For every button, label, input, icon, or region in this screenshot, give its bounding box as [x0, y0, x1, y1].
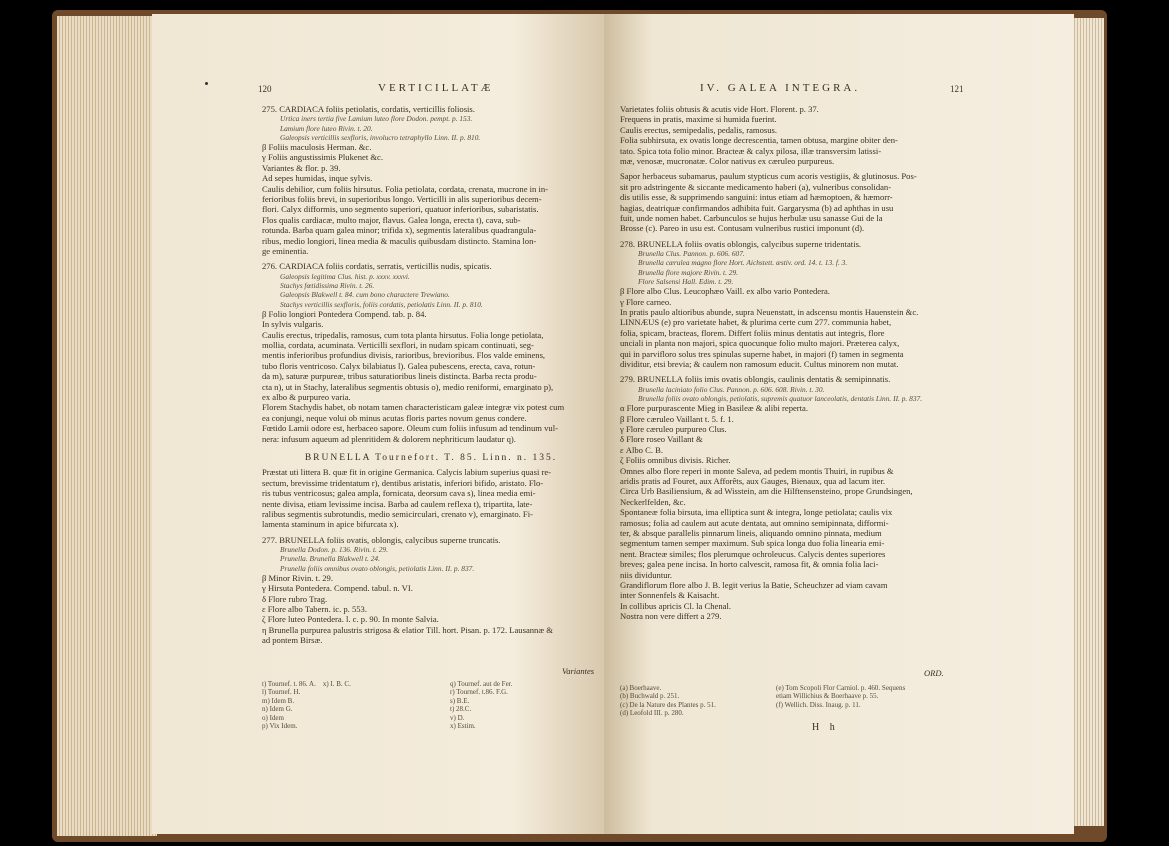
text-line: δ Flore rubro Trag.: [262, 593, 328, 604]
text-line: cta n), ut in Stachy, lateralibus segmentis obtusis o), medio reniformi, emarginato p),: [262, 381, 554, 392]
text-line: Caulis erectus, semipedalis, pedalis, ramosus.: [620, 124, 778, 135]
text-line: Grandiflorum flore albo J. B. legit verius la Batie, Scheuchzer ad viam cavam: [620, 580, 888, 591]
text-line: ris tubus ventricosus; galea ampla, fornicata, deorsum cava s), linea media emi-: [262, 488, 536, 499]
text-line: Prunella foliis omnibus ovato oblongis, petiolatis Linn. II. p. 837.: [280, 563, 475, 573]
text-line: folia, spicam, bracteas, florem. Differt foliis minus dentatis aut integris, flore: [620, 327, 885, 338]
right-page-number: 121: [950, 84, 964, 94]
text-line: hagias, deatriquæ confirmandos adhibita fuit. Gargarysma (b) ad aphthas in usu: [620, 202, 894, 213]
signature-mark: H h: [812, 722, 839, 733]
text-line: In pratis paulo altioribus abunde, supra Neuenstatt, in adscensu montis Hauenstein &c.: [620, 306, 919, 317]
text-line: Flos qualis cardiacæ, multo major, flavus. Galea longa, erecta t), cava, sub-: [262, 214, 521, 225]
text-line: β Flore albo Clus. Leucophæo Vaill. ex albo vario Pontedera.: [620, 286, 830, 297]
text-line: unciali in planta non majori, spica quocunque folio multo majori. Præterea calyx,: [620, 338, 900, 349]
text-line: Brunella Clus. Pannon. p. 606. 607.: [638, 249, 745, 259]
text-line: lamenta staminum in apice bifurcata x).: [262, 519, 399, 530]
text-line: β Folio longiori Pontedera Compend. tab. p. 84.: [262, 308, 427, 319]
text-line: 279. BRUNELLA foliis imis ovatis oblongis, caulinis dentatis & semipinnatis.: [620, 374, 891, 385]
text-line: Prunella. Brunella Blakwell t. 24.: [280, 554, 380, 564]
text-line: ε Flore albo Tabern. ic. p. 553.: [262, 604, 367, 615]
text-line: Neckerlfelden, &c.: [620, 496, 686, 507]
text-line: Galeopsis Blakwell t. 84. cum bono charactere Trewiano.: [280, 290, 450, 300]
text-line: 275. CARDIACA foliis petiolatis, cordatis, verticillis foliosis.: [262, 104, 475, 114]
text-line: Caulis erectus, tripedalis, ramosus, cum tota planta hirsutus. Folia longe petiolata,: [262, 329, 544, 340]
text-line: Lamium flore luteo Rivin. t. 20.: [280, 123, 373, 133]
text-line: Folia subhirsuta, ex ovatis longe decrescentia, tamen obtusa, margine obiter den-: [620, 135, 898, 146]
text-line: ramosus; folia ad caulem aut acute dentata, aut omnino semipinnata, difformi-: [620, 517, 889, 528]
text-line: aridis pratis ad Fouret, aux Afforêts, aux Gauges, Bienaux, qua ad lacum iter.: [620, 476, 885, 486]
text-line: α Flore purpurascente Mieg in Basileæ & alibi reperta.: [620, 403, 809, 414]
left-footnotes: t) Tournef. t. 86. A. x) I. B. C. l) Tournef. H. m) Idem B. n) Idem G. o) Idem p) Vix Idem.: [262, 680, 351, 731]
text-line: ea conjungi, neque volui ob minus acutas floris partes novum genus condere.: [262, 412, 527, 423]
text-line: ribus, medio longiori, linea media & maculis quibusdam distincto. Stamina lon-: [262, 235, 537, 246]
text-line: γ Flore carneo.: [620, 296, 672, 307]
left-text-column: [262, 104, 600, 646]
left-page-edges: [57, 16, 157, 836]
text-line: Brosse (c). Pareo in usu est. Contusam vulneribus rustici imponunt (d).: [620, 223, 865, 234]
text-line: Flore Salsensi Hall. Edim. t. 29.: [638, 276, 734, 286]
text-line: Galeopsis legitima Clus. hist. p. xxxv. xxxvi.: [280, 271, 410, 281]
text-line: ferioribus foliis brevi, in superioribus longo. Verticilli in alis superioribus decem-: [262, 194, 542, 205]
text-line: β Minor Rivin. t. 29.: [262, 572, 333, 583]
text-line: Variantes & flor. p. 39.: [262, 162, 341, 173]
text-line: niis dividuntur.: [620, 569, 673, 580]
text-line: β Foliis maculosis Herman. &c.: [262, 142, 372, 153]
text-line: Caulis debilior, cum foliis hirsutus. Folia petiolata, cordata, crenata, mucrone in in-: [262, 183, 549, 194]
text-line: mollia, cordata, acuminata. Verticilli sexflori, in nudam spicam continuati, seg-: [262, 339, 534, 350]
text-line: ge eminentia.: [262, 246, 309, 257]
text-line: breves; galea pene incisa. In horto calvescit, ramosa fit, & omnia folia laci-: [620, 559, 879, 570]
text-line: ter, & absque parallelis pinnarum lineis, aliquando omnino pinnata, medium: [620, 528, 882, 539]
text-line: 277. BRUNELLA foliis ovatis, oblongis, calycibus superne truncatis.: [262, 534, 501, 545]
text-line: Stachys fœtidissima Rivin. t. 26.: [280, 281, 375, 291]
text-line: Circa Urb Basiliensium, & ad Wisstein, am die Hilftensensteino, prope Grundsingen,: [620, 486, 913, 497]
text-line: mæ, venosæ, mucronatæ. Color nativus ex cæruleo purpureus.: [620, 156, 835, 167]
text-line: In sylvis vulgaris.: [262, 319, 324, 330]
text-line: δ Flore roseo Vaillant &: [620, 434, 703, 445]
text-line: Brunella laciniato folio Clus. Pannon. p. 606. 608. Rivin. t. 30.: [638, 384, 825, 394]
text-line: Nostra non vere differt a 279.: [620, 611, 722, 622]
text-line: nera: infusum aqueum ad plenritidem & dolorem nephriticum laudatur q).: [262, 433, 516, 444]
text-line: Urtica iners tertia five Lamium luteo flore Dodon. pempt. p. 153.: [280, 114, 473, 124]
text-line: da m), saturæ purpureæ, tribus saturatioribus lineis distincta. Barba recta produ-: [262, 371, 537, 382]
text-line: qui in parvifloro solus tres spinulas superne habet, in majori (f) tamen in segmenta: [620, 348, 904, 359]
ink-spot: [205, 82, 208, 85]
text-line: In collibus apricis Cl. la Chenal.: [620, 600, 731, 611]
left-footnotes-2: q) Tournef. aut de Fer. r) Tournef. t.86. F.G. s) B.E. t) 28.C. v) D. x) Estim.: [450, 680, 513, 731]
text-line: ζ Flore luteo Pontedera. l. c. p. 90. In monte Salvia.: [262, 614, 439, 625]
text-line: mentis inferioribus profundius divisis, rarioribus, brevioribus. Flos valde eminens,: [262, 350, 546, 361]
text-line: Varietates foliis obtusis & acutis vide Hort. Florent. p. 37.: [620, 104, 819, 114]
right-catchword: ORD.: [924, 668, 944, 678]
text-line: γ Flore cæruleo purpureo Clus.: [620, 423, 727, 434]
text-line: β Flore cæruleo Vaillant t. 5. f. 1.: [620, 413, 734, 424]
text-line: inter Sonnenfels & Kaisacht.: [620, 590, 720, 601]
text-line: γ Foliis angustissimis Plukenet &c.: [262, 152, 384, 163]
right-footnotes: (a) Boerhaave. (b) Buchwald p. 251. (c) De la Nature des Plantes p. 51. (d) Leofold III. p. 280.: [620, 684, 716, 718]
text-line: rotunda. Barba quam galea minor; trifida x), segmentis lateralibus quadrangula-: [262, 225, 537, 236]
text-line: Fœtido Lamii odore est, herbaceo sapore. Oleum cum foliis infusum ad tendinum vul-: [262, 423, 558, 434]
right-text-column: [620, 104, 950, 622]
text-line: Brunella foliis ovato oblongis, petiolatis, supremis quatuor lanceolatis, dentatis Linn. II. p. 837.: [638, 393, 923, 403]
text-line: tubo floris ventricoso. Calyx bilabiatus l). Galea pubescens, erecta, cava, rotun-: [262, 360, 536, 371]
text-line: BRUNELLA Tournefort. T. 85. Linn. n. 135.: [304, 452, 558, 463]
text-line: Brunella Dodon. p. 136. Rivin. t. 29.: [280, 545, 388, 555]
text-line: γ Hirsuta Pontedera. Compend. tabul. n. VI.: [262, 583, 413, 594]
text-line: sectum, brevissime tridentatum r), dentibus aristatis, inferiori bifido, aristato. Flo-: [262, 477, 544, 488]
text-line: Frequens in pratis, maxime si humida fuerint.: [620, 114, 777, 125]
text-line: segmentum tamen semper maximum. Sub spica longa duo folia linearia emi-: [620, 538, 885, 549]
text-line: nent. Bracteæ similes; flos plerumque ochroleucus. Calycis dentes superiores: [620, 548, 886, 559]
left-running-head: VERTICILLATÆ: [378, 82, 494, 94]
text-line: dividitur, etsi brevia; & caulem non ramosum educit. Cultus minorem non mutat.: [620, 358, 899, 369]
text-line: Stachys verticillis sexfloris, foliis cordatis, petiolatis Linn. II. p. 810.: [280, 299, 483, 309]
text-line: LINNÆUS (e) pro varietate habet, & plurima certe cum 277. communia habet,: [620, 317, 892, 328]
text-line: dis utilis esse, & supprimendo sanguini: intus etiam ad hæmoptoen, & hæmorr-: [620, 192, 893, 203]
text-line: 278. BRUNELLA foliis ovatis oblongis, calycibus superne tridentatis.: [620, 238, 862, 249]
text-line: ad pontem Birsæ.: [262, 635, 323, 646]
left-page-number: 120: [258, 84, 272, 94]
text-line: Florem Stachydis habet, ob notam tamen characteristicam galeæ integræ vix potest cum: [262, 402, 565, 413]
right-footnotes-2: (e) Tom Scopoli Flor Carniol. p. 460. Sequens etiam Willichius & Boerhaave p. 55. (f) Wellich. Diss. Inaug. p. 11.: [776, 684, 906, 709]
text-line: Ad sepes humidas, inque sylvis.: [262, 173, 373, 184]
text-line: nente divisa, etiam levissime incisa. Barba ad caulem reflexa t), tripartita, late-: [262, 498, 533, 509]
text-line: tato. Spica tota folio minor. Bracteæ & calyx pilosa, illæ transversim latissi-: [620, 145, 882, 156]
text-line: Galeopsis verticillis sexfloris, involucro tetraphyllo Linn. II. p. 810.: [280, 132, 481, 142]
text-line: Spontaneæ folia birsuta, ima elliptica sunt & integra, longe petiolata; caulis vix: [620, 507, 893, 518]
text-line: Omnes albo flore reperi in monte Saleva, ad pedem montis Thuiri, in rupibus &: [620, 465, 894, 476]
text-line: Præstat uti littera B. quæ fit in origine Germanica. Calycis labium superius quasi re-: [262, 467, 552, 478]
right-running-head: IV. GALEA INTEGRA.: [700, 82, 861, 94]
right-page-edges: [1072, 18, 1104, 826]
text-line: 276. CARDIACA foliis cordatis, serratis, verticillis nudis, spicatis.: [262, 261, 492, 272]
left-catchword: Variantes: [562, 666, 595, 676]
text-line: Sapor herbaceus subamarus, paulum stypticus cum acoris vestigiis, & glutinosus. Pos-: [620, 171, 917, 182]
text-line: fuit, unde nomen habet. Carbunculos se hujus herbulæ usu sanasse Gui de la: [620, 213, 883, 224]
text-line: ralibus segmentis subrotundis, medio semicirculari, crenato v), emarginato. Fi-: [262, 509, 533, 520]
text-line: flori. Calyx difformis, uno segmento superiori, quatuor inferioribus, subaristatis.: [262, 204, 539, 215]
text-line: η Brunella purpurea palustris strigosa & elatior Till. hort. Pisan. p. 172. Lausannæ &: [262, 624, 553, 635]
text-line: ex albo & purpureo varia.: [262, 391, 351, 402]
text-line: Brunella flore majore Rivin. t. 29.: [638, 267, 739, 277]
text-line: sit pro adstringente & siccante medicamento haberi (a), vulneribus consolidan-: [620, 181, 892, 192]
text-line: ζ Foliis omnibus divisis. Richer.: [620, 455, 731, 466]
text-line: Brunella cærulea magno flore Hort. Aichstett. æstiv. ord. 14. t. 13. f. 3.: [638, 258, 848, 268]
paragraph-gap: [262, 444, 600, 449]
text-line: ε Albo C. B.: [620, 444, 664, 455]
